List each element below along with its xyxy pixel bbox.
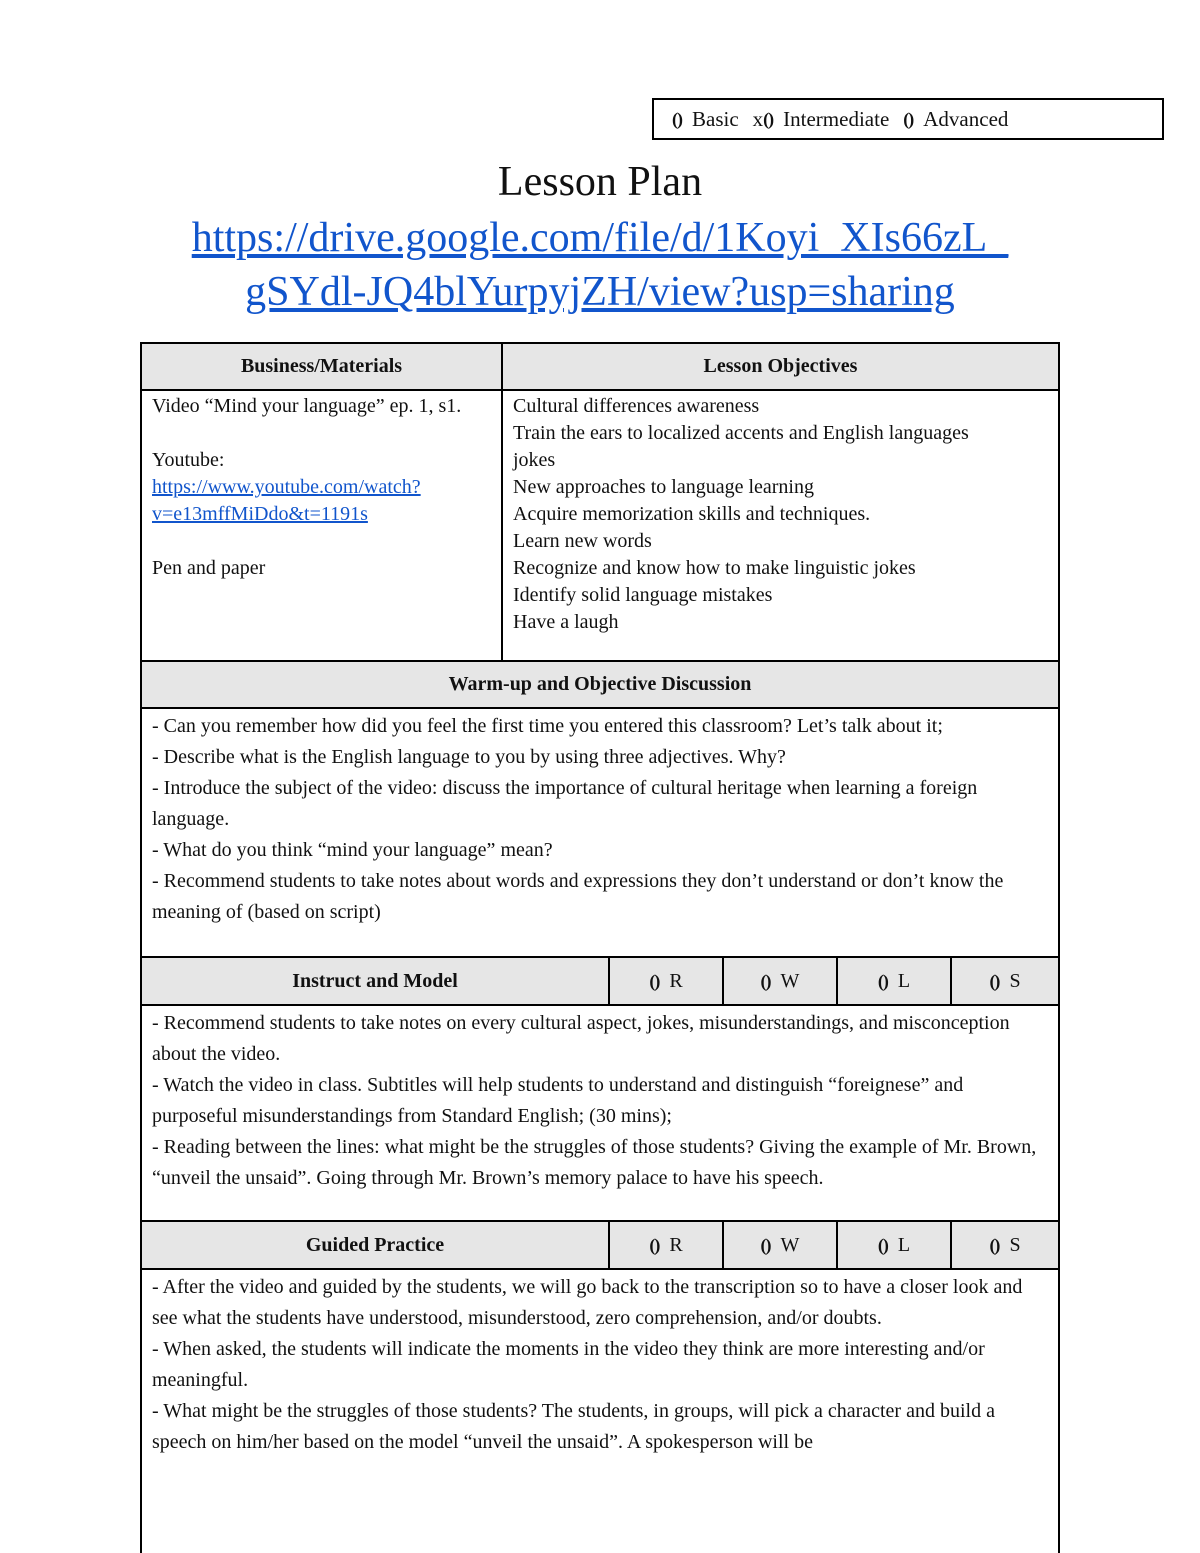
instruct-cell (142, 1006, 1058, 1220)
warmup-header: Warm-up and Objective Discussion (448, 673, 752, 695)
level-selector (652, 98, 1164, 140)
warmup-cell (142, 709, 1058, 956)
doc-link-line-2[interactable]: gSYdl-JQ4blYurpyjZH/view?usp=sharing (245, 269, 955, 315)
materials-video: Video “Mind your language” ep. 1, s1. (152, 395, 462, 417)
instruct-header-row (142, 958, 1058, 1006)
skill-writing[interactable]: () W (722, 958, 836, 1004)
objective-item: New approaches to language learning (513, 476, 814, 498)
radio-icon[interactable]: () (672, 108, 682, 129)
materials-other: Pen and paper (152, 557, 266, 579)
radio-icon[interactable]: () (903, 108, 914, 129)
guided-cell (142, 1270, 1058, 1553)
skill-writing[interactable]: () W (722, 1222, 836, 1268)
objective-item: Have a laugh (513, 611, 619, 633)
warmup-header-row (142, 662, 1058, 709)
skill-reading[interactable]: () R (608, 1222, 722, 1268)
radio-icon[interactable]: () (877, 1234, 888, 1255)
skill-speaking[interactable]: () S (950, 1222, 1058, 1268)
objective-item: Identify solid language mistakes (513, 584, 773, 606)
radio-icon[interactable]: () (989, 970, 1000, 991)
section1-body-row (142, 391, 1058, 662)
guided-header: Guided Practice (305, 1233, 445, 1256)
skill-reading[interactable]: () R (608, 958, 722, 1004)
level-intermediate-label: Intermediate (783, 106, 890, 131)
instruct-header: Instruct and Model (292, 969, 458, 992)
radio-icon[interactable]: () (649, 1234, 660, 1255)
warmup-item: - Can you remember how did you feel the first time you entered this classroom? Let’s talk about it; (152, 715, 943, 737)
level-advanced-label: Advanced (923, 106, 1009, 131)
youtube-link-line-1[interactable]: https://www.youtube.com/watch? (152, 476, 421, 498)
youtube-link-line-2[interactable]: v=e13mffMiDdo&t=1191s (152, 503, 368, 525)
guided-item: - After the video and guided by the students, we will go back to the transcription so to have a closer look and see what the students have understood, misunderstood, zero comprehension, and/or doubts. (152, 1276, 1023, 1329)
warmup-item: - What do you think “mind your language” mean? (152, 839, 553, 861)
radio-icon[interactable]: () (760, 1234, 771, 1255)
materials-header: Business/Materials (142, 344, 503, 389)
instruct-item: - Watch the video in class. Subtitles will help students to understand and distinguish “foreignese” and purposeful misunderstandings from Standard English; (30 mins); (152, 1074, 964, 1127)
instruct-body-row (142, 1006, 1058, 1222)
instruct-item: - Reading between the lines: what might be the struggles of those students? Giving the example of Mr. Brown, “unveil the unsaid”. Going through Mr. Brown’s memory palace to have his speech. (152, 1136, 1037, 1189)
radio-icon[interactable]: () (760, 970, 771, 991)
lesson-plan-table (140, 342, 1060, 1553)
instruct-item: - Recommend students to take notes on every cultural aspect, jokes, misunderstandings, and misconception about the video. (152, 1012, 1010, 1065)
guided-item: - When asked, the students will indicate the moments in the video they think are more interesting and/or meaningful. (152, 1338, 985, 1391)
objectives-cell (503, 391, 1058, 660)
objective-item: Train the ears to localized accents and English languages jokes (513, 422, 969, 471)
doc-link-line-1[interactable]: https://drive.google.com/file/d/1Koyi_XIs66zL_ (191, 215, 1009, 261)
materials-youtube-label: Youtube: (152, 449, 225, 471)
guided-header-row (142, 1222, 1058, 1270)
objective-item: Cultural differences awareness (513, 395, 760, 417)
radio-icon[interactable]: () (763, 108, 774, 129)
radio-icon[interactable]: () (989, 1234, 1000, 1255)
level-intermediate-mark: x (752, 106, 764, 131)
warmup-body-row (142, 709, 1058, 958)
objective-item: Learn new words (513, 530, 652, 552)
warmup-item: - Recommend students to take notes about words and expressions they don’t understand or don’t know the meaning of (based on script) (152, 870, 1004, 923)
skill-speaking[interactable]: () S (950, 958, 1058, 1004)
radio-icon[interactable]: () (877, 970, 888, 991)
objective-item: Acquire memorization skills and techniques. (513, 503, 871, 525)
radio-icon[interactable]: () (649, 970, 660, 991)
skill-listening[interactable]: () L (836, 958, 950, 1004)
warmup-item: - Describe what is the English language to you by using three adjectives. Why? (152, 746, 786, 768)
objectives-header: Lesson Objectives (703, 355, 858, 377)
materials-cell (142, 391, 503, 660)
level-basic-label: Basic (692, 106, 739, 131)
objective-item: Recognize and know how to make linguistic jokes (513, 557, 916, 579)
guided-body-row (142, 1270, 1058, 1553)
section1-header-row (142, 344, 1058, 391)
page-title: Lesson Plan (497, 159, 703, 205)
skill-listening[interactable]: () L (836, 1222, 950, 1268)
warmup-item: - Introduce the subject of the video: discuss the importance of cultural heritage when learning a foreign language. (152, 777, 978, 830)
guided-item: - What might be the struggles of those students? The students, in groups, will pick a character and build a speech on him/her based on the model “unveil the unsaid”. A spokesperson will be (152, 1400, 995, 1453)
